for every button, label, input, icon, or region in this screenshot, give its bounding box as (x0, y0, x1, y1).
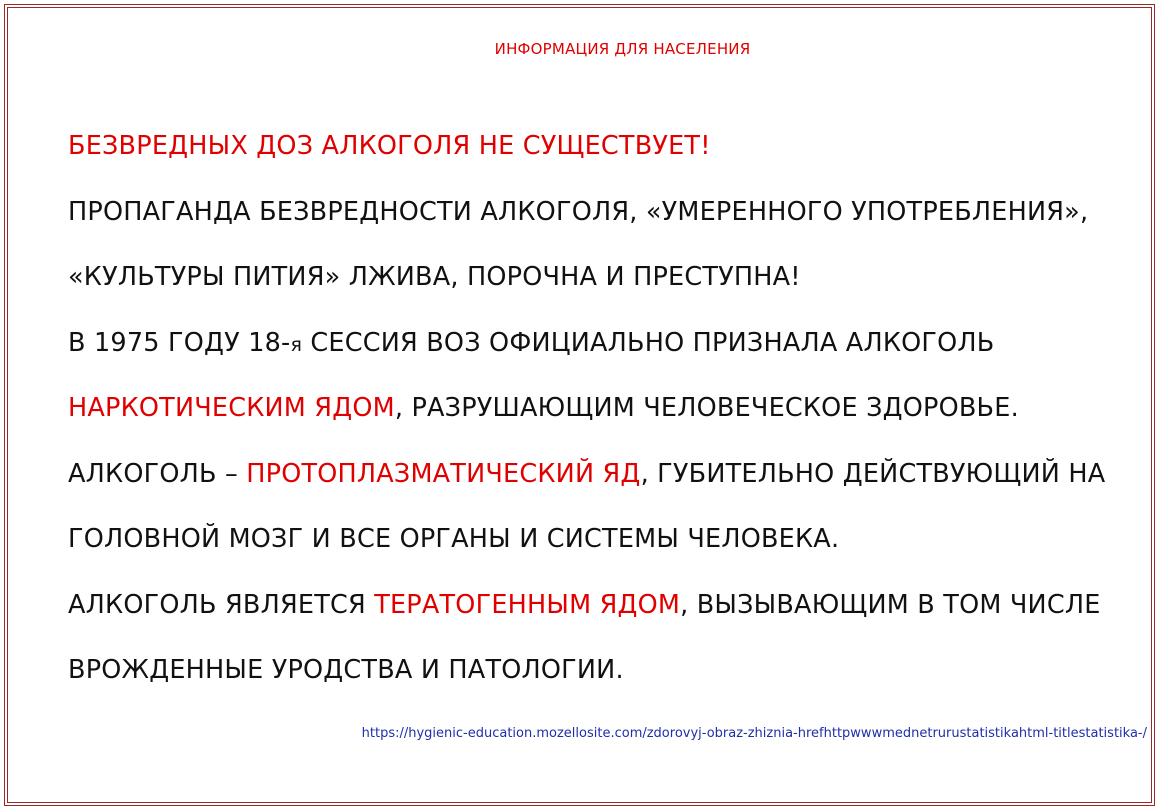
text-line-4-suffix: я (290, 333, 303, 356)
text-line-7: ГОЛОВНОЙ МОЗГ И ВСЕ ОРГАНЫ И СИСТЕМЫ ЧЕЛОВЕКА. (68, 524, 840, 554)
headline: БЕЗВРЕДНЫХ ДОЗ АЛКОГОЛЯ НЕ СУЩЕСТВУЕТ! (68, 131, 711, 161)
highlight-teratogenic-poison: ТЕРАТОГЕННЫМ ЯДОМ (374, 589, 681, 620)
header-title: ИНФОРМАЦИЯ ДЛЯ НАСЕЛЕНИЯ (494, 40, 751, 58)
text-line-4 (68, 323, 1148, 389)
text-line-8 (68, 585, 1148, 651)
text-line-4-part-a: В 1975 ГОДУ 18- (68, 327, 291, 358)
text-line-8-rest: , ВЫЗЫВАЮЩИМ В ТОМ ЧИСЛЕ (680, 589, 1101, 620)
text-line-8-part-a: АЛКОГОЛЬ ЯВЛЯЕТСЯ (68, 589, 375, 620)
text-line-2: ПРОПАГАНДА БЕЗВРЕДНОСТИ АЛКОГОЛЯ, «УМЕРЕННОГО УПОТРЕБЛЕНИЯ», (68, 196, 1089, 227)
source-link[interactable]: https://hygienic-education.mozellosite.com/zdorovyj-obraz-zhiznia-hrefhttpwwwmednetrurustatistikahtml-titlestatistika-/ (361, 726, 1147, 741)
text-line-3: «КУЛЬТУРЫ ПИТИЯ» ЛЖИВА, ПОРОЧНА И ПРЕСТУПНА! (68, 262, 801, 292)
text-line-9: ВРОЖДЕННЫЕ УРОДСТВА И ПАТОЛОГИИ. (68, 655, 624, 685)
main-text (68, 126, 1148, 716)
text-line-5 (68, 388, 1148, 454)
highlight-protoplasmic-poison: ПРОТОПЛАЗМАТИЧЕСКИЙ ЯД (246, 458, 641, 489)
text-line-6-part-a: АЛКОГОЛЬ – (68, 458, 247, 489)
text-line-4-part-c: СЕССИЯ ВОЗ ОФИЦИАЛЬНО ПРИЗНАЛА АЛКОГОЛЬ (302, 327, 995, 358)
text-line-6-rest: , ГУБИТЕЛЬНО ДЕЙСТВУЮЩИЙ НА (640, 458, 1106, 489)
highlight-narcotic-poison: НАРКОТИЧЕСКИМ ЯДОМ (68, 393, 395, 423)
text-line-5-rest: , РАЗРУШАЮЩИМ ЧЕЛОВЕЧЕСКОЕ ЗДОРОВЬЕ. (394, 393, 1019, 423)
text-line-6 (68, 454, 1148, 520)
